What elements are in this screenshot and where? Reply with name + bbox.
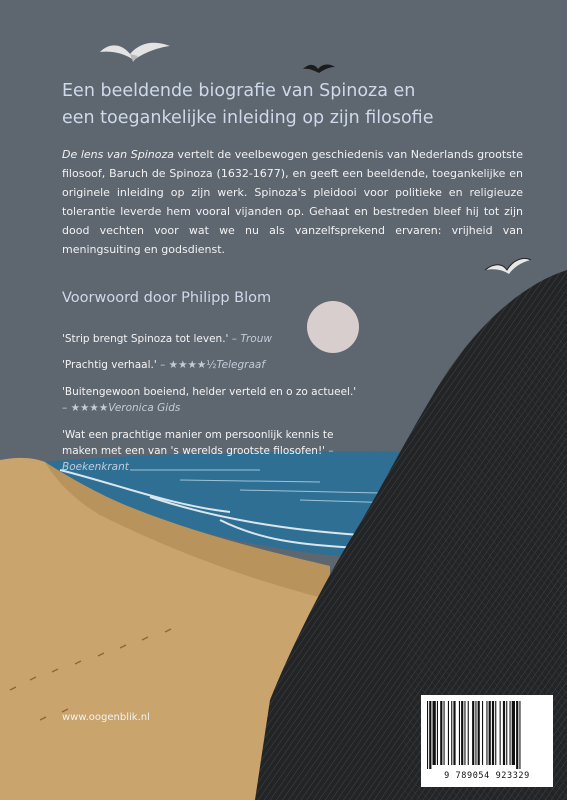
barcode-bar (448, 701, 449, 765)
quote-text: 'Buitengewoon boeiend, helder verteld en o zo actueel.' (62, 386, 357, 398)
barcode-bar (500, 701, 501, 765)
barcode-bar (459, 701, 460, 765)
barcode-bar (503, 701, 505, 765)
barcode-bar (464, 701, 465, 765)
barcode-bar (472, 701, 474, 765)
barcode-bar (510, 701, 511, 765)
star-rating: ★★★★½ (168, 359, 217, 371)
barcode-bar (468, 701, 469, 765)
barcode-bar (492, 701, 494, 765)
barcode-bar (451, 701, 452, 765)
barcode-bar (433, 701, 436, 765)
isbn-number: 9 789054 923329 (444, 771, 530, 781)
quote-dash: – (325, 445, 334, 457)
quote-text: 'Strip brengt Spinoza tot leven.' (62, 333, 229, 345)
barcode-bar (461, 701, 463, 765)
barcode-bar (486, 701, 487, 765)
review-quote (62, 357, 362, 373)
review-quote (62, 427, 362, 475)
headline-line-2: een toegankelijke inleiding op zijn filosofie (62, 108, 434, 128)
quote-dash: – (62, 402, 71, 414)
barcode-bar (512, 701, 515, 765)
quote-source: Telegraaf (216, 359, 266, 371)
quote-source: Veronica Gids (108, 402, 181, 414)
quote-text: 'Wat een prachtige manier om persoonlijk kennis te maken met een van 's werelds grootste filosofen!' (62, 429, 334, 457)
review-quote (62, 384, 392, 416)
quote-source: Boekenkrant (62, 461, 129, 473)
barcode-bar (437, 701, 438, 765)
barcode-bar (427, 701, 428, 769)
headline (62, 78, 522, 132)
publisher-website: www.oogenblik.nl (62, 712, 150, 723)
quote-text: 'Prachtig verhaal.' (62, 359, 157, 371)
headline-line-1: Een beeldende biografie van Spinoza en (62, 81, 416, 101)
barcode-bar (489, 701, 491, 765)
barcode-bar (429, 701, 431, 769)
barcode-bar (506, 701, 507, 765)
barcode-bar (478, 701, 480, 765)
barcode-bars (421, 695, 553, 771)
quote-dash: – (156, 359, 169, 371)
barcode-bar (444, 701, 445, 765)
quote-source: Trouw (240, 333, 272, 345)
star-rating: ★★★★ (70, 402, 109, 414)
barcode-bar (475, 701, 476, 765)
barcode-bar (519, 701, 520, 769)
isbn-barcode (421, 695, 553, 787)
foreword-credit: Voorwoord door Philipp Blom (62, 290, 272, 306)
review-quote (62, 331, 362, 347)
barcode-bar (453, 701, 455, 765)
barcode-bar (440, 701, 442, 765)
blurb-paragraph (62, 145, 523, 259)
blurb-text: vertelt de veelbewogen geschiedenis van Nederlands grootste filosoof, Baruch de Spinoza (1632-1677), en geeft een beeldende, toegankelijke en originele inleiding op zijn werk. Spinoza's pleidooi voor politieke en religieuze tolerantie leverde hem vooral vijanden op. Gehaat en bestreden bleef hij tot zijn dood vechten voor wat we nu als vanzelfsprekend ervaren: vrijheid van meningsuiting en godsdienst. (62, 148, 523, 256)
barcode-bar (482, 701, 483, 765)
barcode-bar (495, 701, 496, 765)
book-title: De lens van Spinoza (62, 148, 174, 161)
barcode-bar (516, 701, 518, 769)
quote-dash: – (228, 333, 241, 345)
